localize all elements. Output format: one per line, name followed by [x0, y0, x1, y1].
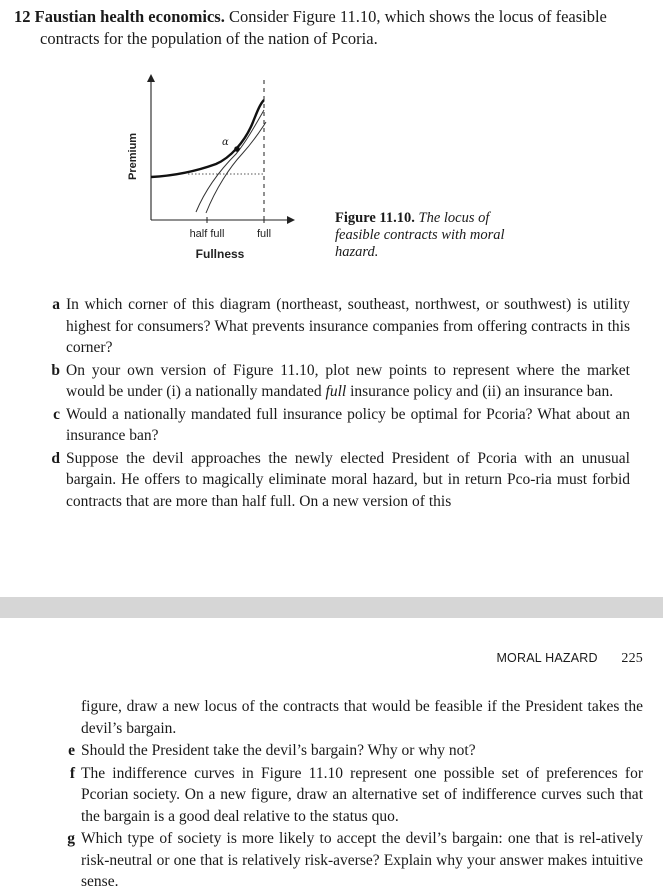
page-number: 225: [621, 651, 643, 666]
question-letter: c: [53, 405, 60, 423]
problem-intro-line1: Consider Figure 11.10, which shows the locus of feasible: [228, 7, 607, 26]
x-axis-title: Fullness: [195, 247, 245, 261]
question-d-continued: [55, 696, 643, 739]
figure-caption-text-3: hazard.: [335, 244, 379, 260]
figure-caption-label: Figure 11.10.: [335, 210, 415, 226]
question-text-post: insurance policy and (ii) an insurance ban.: [346, 383, 614, 400]
question-text: On your own version of Figure 11.10, plot new points to represent where the market would be under (i) a nationally mandated: [66, 361, 630, 400]
question-text: Would a nationally mandated full insurance policy be optimal for Pcoria? What about an insurance ban?: [66, 405, 630, 444]
question-d: [40, 448, 630, 513]
running-head: [496, 651, 643, 667]
question-text: Which type of society is more likely to accept the devil’s bargain: one that is rel-atively risk-neutral or one that is relatively risk-averse? Explain why your answer makes intuitive sense.: [81, 830, 643, 890]
question-letter: b: [51, 361, 60, 379]
indifference-curve-1: [196, 110, 264, 212]
indifference-curve-2: [206, 122, 266, 213]
question-c: [40, 404, 630, 447]
running-head-section: MORAL HAZARD: [496, 651, 598, 665]
question-a: [40, 294, 630, 359]
figure-caption-text-1: The locus of: [418, 210, 490, 226]
question-text: Suppose the devil approaches the newly elected President of Pcoria with an unusual bargain. He offers to magically eliminate moral hazard, but in return Pco-ria must forbid contracts that are more than half full. On a new version of this: [66, 449, 630, 510]
question-g: [55, 828, 643, 893]
x-axis-arrow: [287, 216, 295, 224]
question-text: In which corner of this diagram (northeast, southeast, northwest, or southwest) is utility highest for consumers? What prevents insurance companies from offering contracts in this corner?: [66, 296, 630, 356]
problem-intro-line2: contracts for the population of the nation of Pcoria.: [40, 29, 378, 48]
question-text: The indifference curves in Figure 11.10 represent one possible set of preferences for Pcorian society. On a new figure, draw an alternative set of indifference curves such that the bargain is a good deal relative to the status quo.: [81, 764, 643, 825]
question-e: [55, 740, 643, 762]
question-list-top: [40, 294, 630, 513]
question-letter: a: [52, 296, 60, 313]
question-letter: f: [69, 764, 75, 782]
y-axis-label: Premium: [127, 132, 139, 180]
question-f: [55, 763, 643, 828]
figure-caption-text-2: feasible contracts with moral: [335, 227, 505, 243]
problem-number: 12: [14, 7, 31, 26]
alpha-label: α: [222, 137, 229, 148]
question-letter: e: [68, 742, 75, 759]
question-b: [40, 360, 630, 403]
question-text: figure, draw a new locus of the contracts that would be feasible if the President takes the devil’s bargain.: [81, 698, 643, 737]
point-alpha: [234, 146, 240, 152]
x-tick-label-full: full: [256, 228, 272, 240]
x-tick-label-half: half full: [189, 228, 225, 240]
question-emphasis: full: [325, 383, 347, 400]
figure-11-10: [118, 70, 318, 270]
question-letter: g: [67, 830, 75, 847]
problem-title: Faustian health economics.: [34, 7, 225, 26]
page-separator: [0, 597, 663, 618]
problem-header: [14, 6, 644, 50]
figure-caption: [335, 210, 535, 261]
question-list-bottom: [55, 696, 643, 894]
question-letter: d: [51, 449, 60, 467]
question-text: Should the President take the devil’s bargain? Why or why not?: [81, 742, 476, 759]
page-bottom: [0, 618, 663, 895]
y-axis-arrow: [147, 74, 155, 82]
